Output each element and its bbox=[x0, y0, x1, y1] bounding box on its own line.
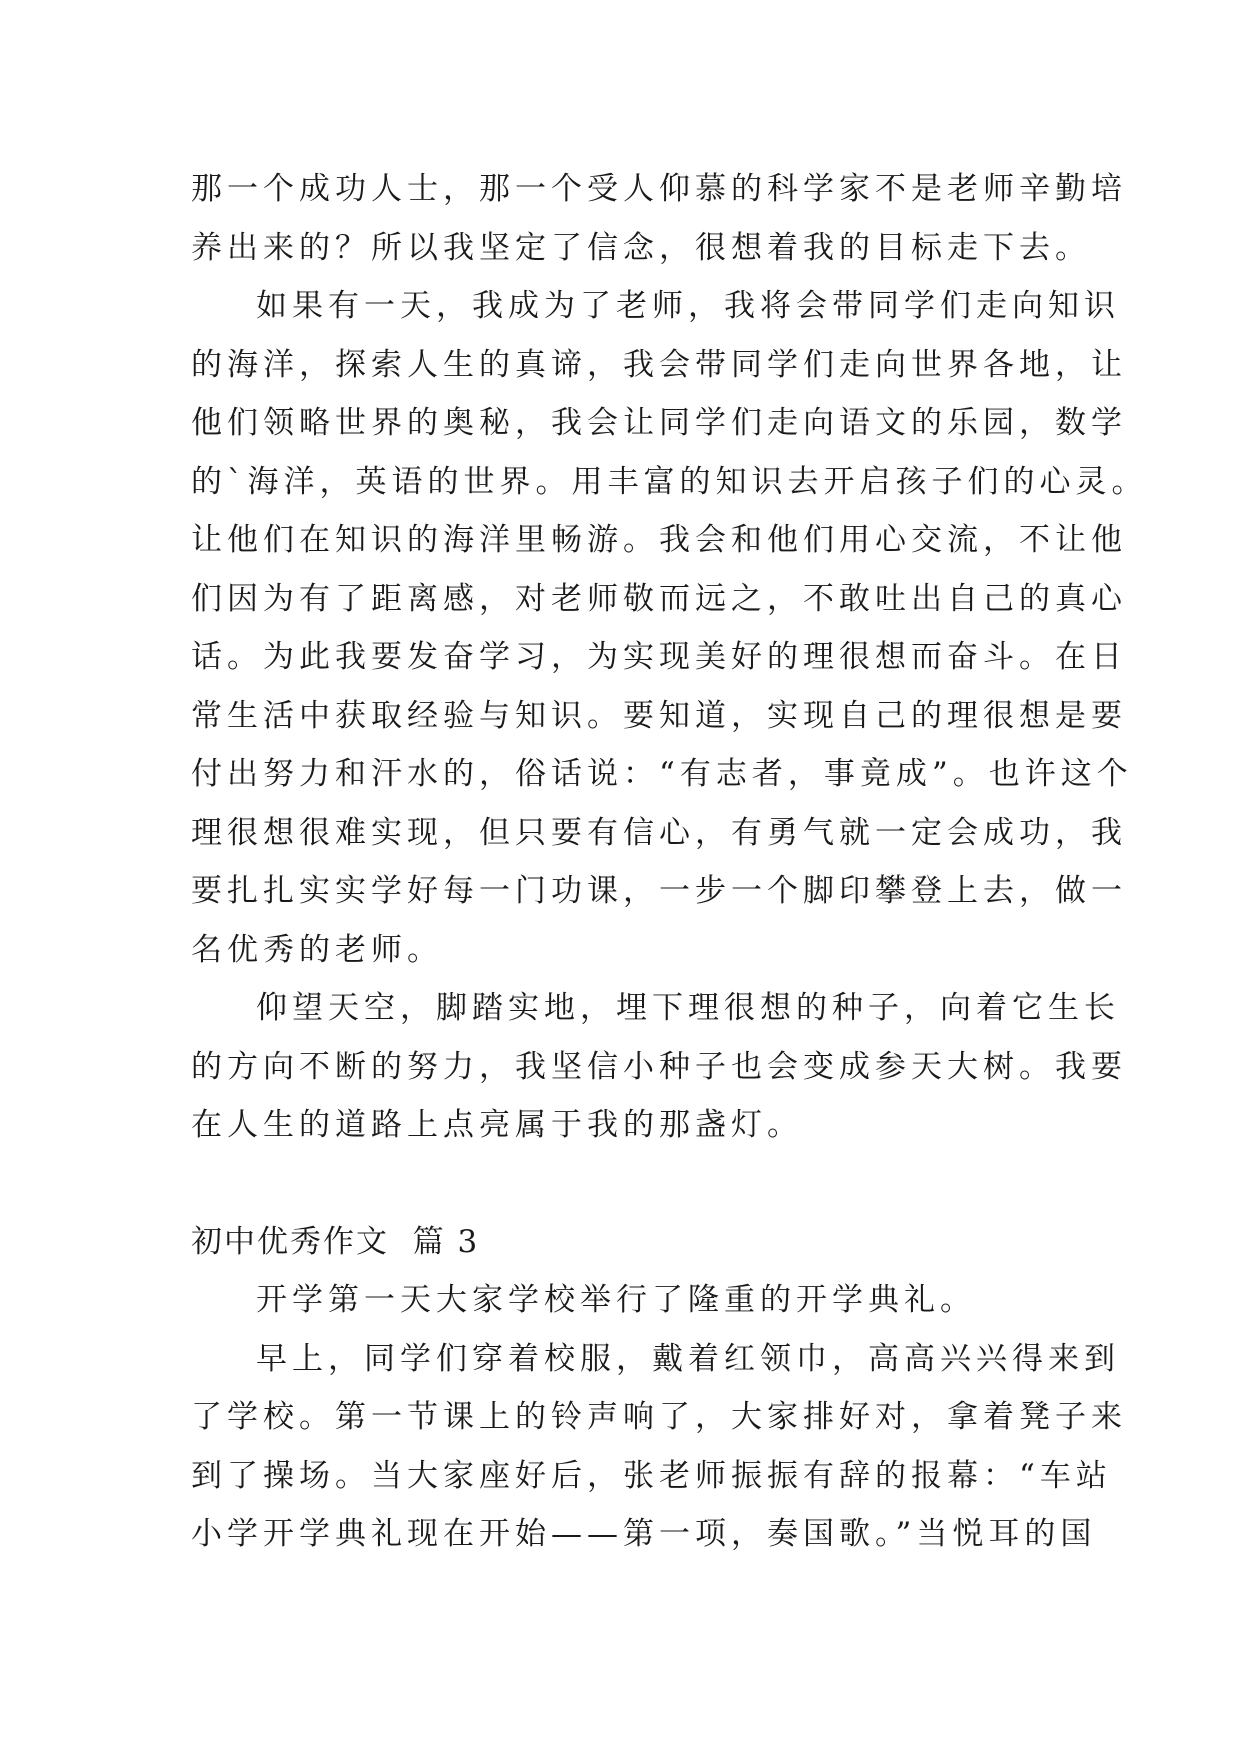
text-line: 话。为此我要发奋学习，为实现美好的理很想而奋斗。在日 bbox=[191, 639, 1127, 675]
text-line: 了学校。第一节课上的铃声响了，大家排好对，拿着凳子来 bbox=[191, 1399, 1127, 1435]
paragraph-first-line: 开学第一天大家学校举行了隆重的开学典礼。 bbox=[256, 1282, 976, 1318]
text-line: 那一个成功人士，那一个受人仰慕的科学家不是老师辛勤培 bbox=[191, 171, 1127, 207]
text-line: 的`海洋，英语的世界。用丰富的知识去开启孩子们的心灵。 bbox=[191, 463, 1148, 500]
section-spacer bbox=[191, 1155, 1051, 1213]
text-line: 让他们在知识的海洋里畅游。我会和他们用心交流，不让他 bbox=[191, 522, 1127, 558]
text-line: 小学开学典礼现在开始——第一项，奏国歌。”当悦耳的国 bbox=[191, 1516, 1097, 1552]
text-line: 常生活中获取经验与知识。要知道，实现自己的理很想是要 bbox=[191, 697, 1127, 734]
text-line: 名优秀的老师。 bbox=[191, 931, 443, 968]
paragraph-first-line: 仰望天空，脚踏实地，埋下理很想的种子，向着它生长 bbox=[256, 990, 1120, 1026]
text-line: 的海洋，探索人生的真谛，我会带同学们走向世界各地，让 bbox=[191, 346, 1127, 383]
text-line: 的方向不断的努力，我坚信小种子也会变成参天大树。我要 bbox=[191, 1048, 1127, 1085]
text-line: 在人生的道路上点亮属于我的那盏灯。 bbox=[191, 1107, 803, 1143]
text-line: 到了操场。当大家座好后，张老师振振有辞的报幕：“车站 bbox=[191, 1457, 1112, 1494]
paragraph-first-line: 早上，同学们穿着校服，戴着红领巾，高高兴兴得来到 bbox=[256, 1340, 1120, 1377]
text-line: 要扎扎实实学好每一门功课，一步一个脚印攀登上去，做一 bbox=[191, 873, 1127, 909]
text-line: 理很想很难实现，但只要有信心，有勇气就一定会成功，我 bbox=[191, 814, 1127, 851]
document-page bbox=[191, 160, 1148, 1564]
text-line: 们因为有了距离感，对老师敬而远之，不敢吐出自己的真心 bbox=[191, 580, 1127, 617]
paragraph-first-line: 如果有一天，我成为了老师，我将会带同学们走向知识 bbox=[256, 288, 1120, 324]
text-line: 养出来的？所以我坚定了信念，很想着我的目标走下去。 bbox=[191, 229, 1091, 266]
text-line: 他们领略世界的奥秘，我会让同学们走向语文的乐园，数学 bbox=[191, 405, 1127, 441]
text-line: 付出努力和汗水的，俗话说：“有志者，事竟成”。也许这个 bbox=[191, 756, 1133, 792]
section-heading: 初中优秀作文 篇 3 bbox=[191, 1223, 480, 1260]
